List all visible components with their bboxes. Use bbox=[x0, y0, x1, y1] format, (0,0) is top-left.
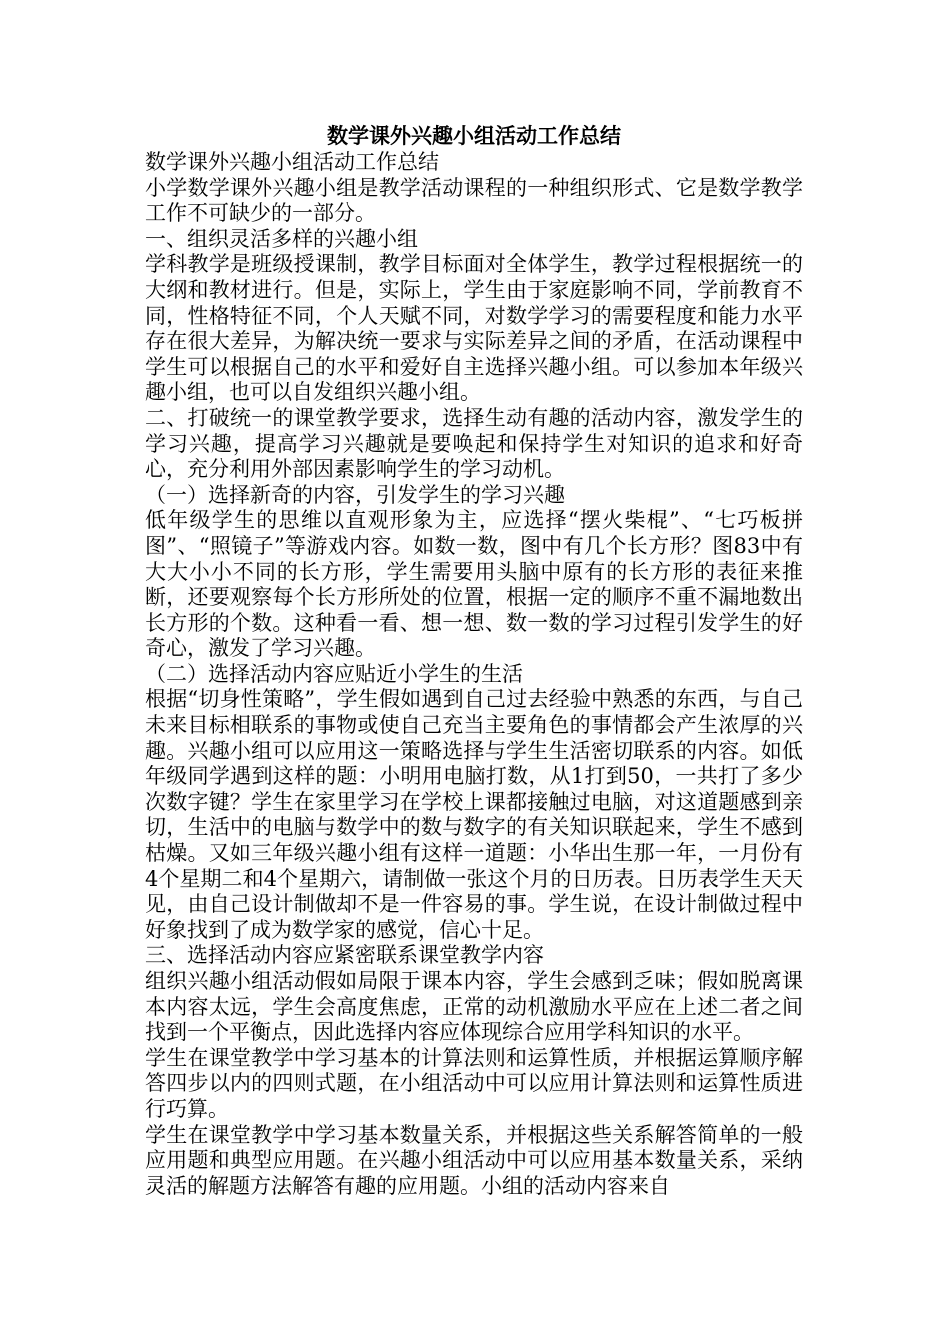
paragraph-heading-repeat: 数学课外兴趣小组活动工作总结 bbox=[145, 150, 439, 174]
section-heading-2: 二、打破统一的课堂教学要求，选择生动有趣的活动内容，激发学生的学习兴趣，提高学习兴趣就是要唤起和保持学生对知识的追求和好奇心，充分利用外部因素影响学生的学习动机。 bbox=[145, 405, 803, 482]
paragraph: 根据“切身性策略”，学生假如遇到自己过去经验中熟悉的东西，与自己未来目标相联系的事物或使自己充当主要角色的事情都会产生浓厚的兴趣。兴趣小组可以应用这一策略选择与学生生活密切联系的内容。如低年级同学遇到这样的题：小明用电脑打数，从1打到50，一共打了多少次数字键？学生在家里学习在学校上课都接触过电脑，对这道题感到亲切，生活中的电脑与数学中的数与数字的有关知识联起来，学生不感到枯燥。又如三年级兴趣小组有这样一道题：小华出生那一年，一月份有4个星期二和4个星期六，请制做一张这个月的日历表。日历表学生天天见，由自己设计制做却不是一件容易的事。学生说，在设计制做过程中好象找到了成为数学家的感觉，信心十足。 bbox=[145, 687, 803, 942]
paragraph: 学科教学是班级授课制，教学目标面对全体学生，教学过程根据统一的大纲和教材进行。但是，实际上，学生由于家庭影响不同，学前教育不同，性格特征不同，个人天赋不同，对数学学习的需要程度和能力水平存在很大差异，为解决统一要求与实际差异之间的矛盾，在活动课程中学生可以根据自己的水平和爱好自主选择兴趣小组。可以参加本年级兴趣小组，也可以自发组织兴趣小组。 bbox=[145, 252, 803, 405]
section-heading-1: 一、组织灵活多样的兴趣小组 bbox=[145, 226, 418, 251]
subsection-heading-1: （一）选择新奇的内容，引发学生的学习兴趣 bbox=[145, 482, 565, 507]
paragraph: 学生在课堂教学中学习基本数量关系，并根据这些关系解答简单的一般应用题和典型应用题。在兴趣小组活动中可以应用基本数量关系，采纳灵活的解题方法解答有趣的应用题。小组的活动内容来自 bbox=[145, 1122, 803, 1198]
paragraph-intro: 小学数学课外兴趣小组是教学活动课程的一种组织形式、它是数学教学工作不可缺少的一部分。 bbox=[145, 175, 803, 226]
paragraph: 学生在课堂教学中学习基本的计算法则和运算性质，并根据运算顺序解答四步以内的四则式题，在小组活动中可以应用计算法则和运算性质进行巧算。 bbox=[145, 1045, 803, 1121]
section-heading-3: 三、选择活动内容应紧密联系课堂教学内容 bbox=[145, 943, 544, 968]
paragraph: 组织兴趣小组活动假如局限于课本内容，学生会感到乏味；假如脱离课本内容太远，学生会高度焦虑，正常的动机激励水平应在上述二者之间找到一个平衡点，因此选择内容应体现综合应用学科知识的水平。 bbox=[145, 969, 803, 1045]
document-body bbox=[145, 150, 803, 1199]
document-title: 数学课外兴趣小组活动工作总结 bbox=[327, 123, 621, 148]
subsection-heading-2: （二）选择活动内容应贴近小学生的生活 bbox=[145, 661, 523, 686]
document-page bbox=[145, 122, 803, 1199]
paragraph: 低年级学生的思维以直观形象为主，应选择“摆火柴棍”、“七巧板拼图”、“照镜子”等游戏内容。如数一数，图中有几个长方形？图83中有大大小小不同的长方形，学生需要用头脑中原有的长方形的表征来推断，还要观察每个长方形所处的位置，根据一定的顺序不重不漏地数出长方形的个数。这种看一看、想一想、数一数的学习过程引发学生的好奇心，激发了学习兴趣。 bbox=[145, 508, 803, 661]
